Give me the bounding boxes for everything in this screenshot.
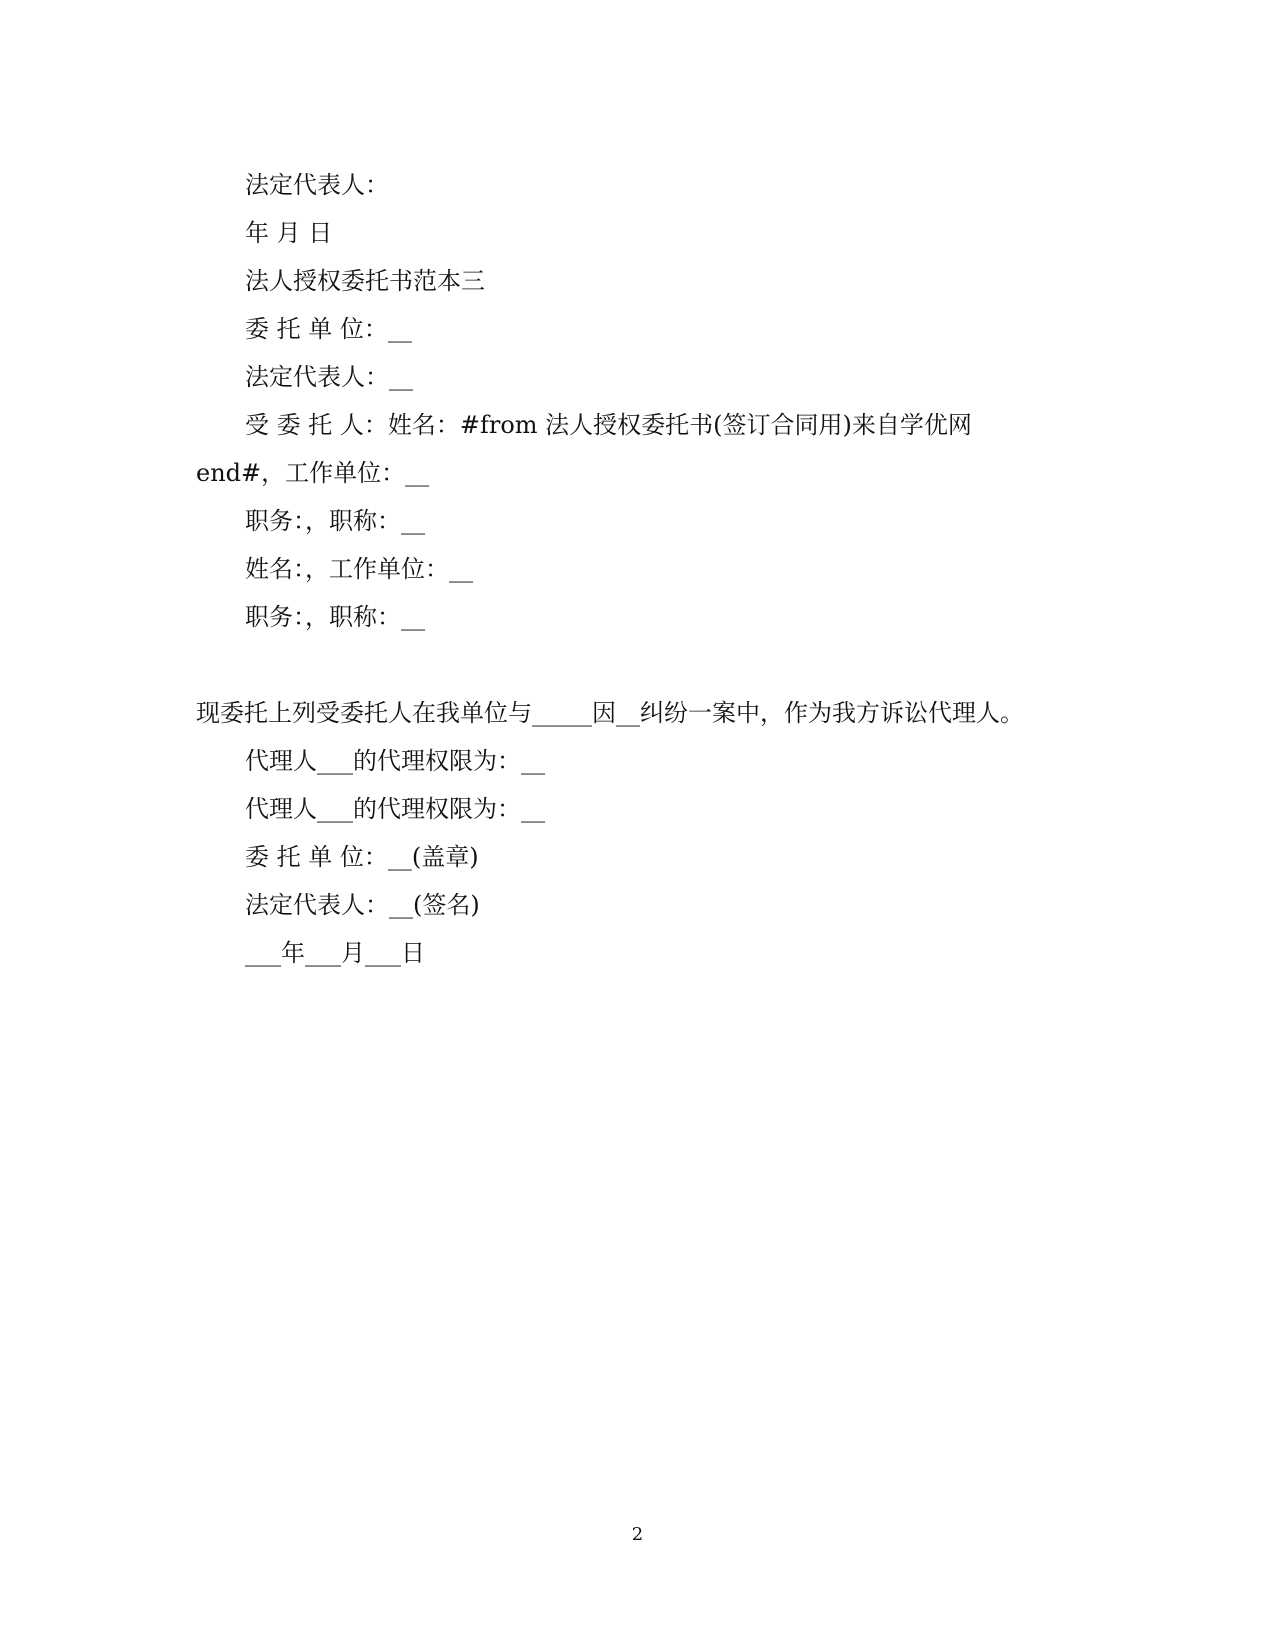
line-trustee-work-unit: end#，工作单位：__ [196,459,430,487]
line-legal-rep-signature: 法定代表人：__(签名) [245,891,480,919]
page-number: 2 [631,1524,644,1545]
line-date: 年 月 日 [245,219,333,247]
line-signing-date: ___年___月___日 [245,939,425,967]
line-template-title: 法人授权委托书范本三 [245,267,485,295]
line-agent-authority-1: 代理人___的代理权限为：__ [245,747,545,775]
line-position-title-1: 职务：，职称：__ [245,507,425,535]
line-entrusting-unit-seal: 委 托 单 位：__(盖章) [245,843,479,871]
line-entrusting-unit: 委 托 单 位：__ [245,315,412,343]
line-agent-authority-2: 代理人___的代理权限为：__ [245,795,545,823]
line-legal-rep: 法定代表人： [245,171,389,199]
line-entrustment-statement: 现委托上列受委托人在我单位与_____因__纠纷一案中，作为我方诉讼代理人。 [196,699,1024,727]
line-trustee-name: 受 委 托 人：姓名：#from 法人授权委托书(签订合同用)来自学优网 [245,411,972,439]
line-legal-rep-blank: 法定代表人：__ [245,363,413,391]
line-position-title-2: 职务：，职称：__ [245,603,425,631]
line-name-work-unit: 姓名：，工作单位：__ [245,555,473,583]
